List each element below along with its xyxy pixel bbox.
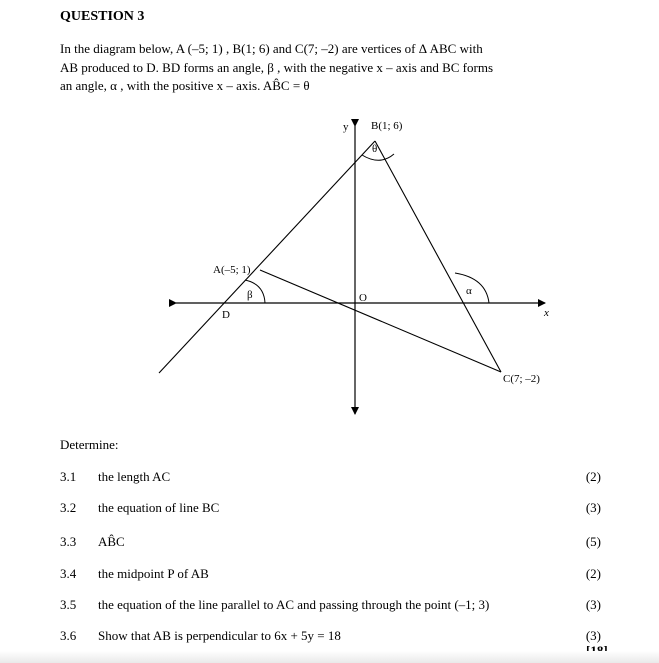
theta-arc bbox=[362, 154, 394, 160]
line-bc bbox=[375, 141, 501, 372]
question-text: the equation of line BC bbox=[98, 500, 220, 515]
question-row bbox=[60, 469, 605, 487]
question-number: 3.1 bbox=[60, 469, 77, 484]
determine-label: Determine: bbox=[60, 437, 119, 452]
question-marks: (2) bbox=[585, 566, 601, 581]
page-bottom-edge bbox=[0, 651, 659, 663]
question-marks: (3) bbox=[585, 628, 601, 643]
question-number: 3.5 bbox=[60, 597, 77, 612]
question-row bbox=[60, 566, 605, 584]
beta-label: β bbox=[247, 289, 253, 301]
question-text: Show that AB is perpendicular to 6x + 5y = 18 bbox=[98, 628, 341, 643]
question-text: the length AC bbox=[98, 469, 171, 484]
question-marks: (5) bbox=[585, 534, 601, 549]
intro-line-3: an angle, α , with the positive x – axis. AB̂C = θ bbox=[60, 78, 310, 93]
question-marks: (2) bbox=[585, 469, 601, 484]
question-text: the midpoint P of AB bbox=[98, 566, 209, 581]
question-number: 3.3 bbox=[60, 534, 77, 549]
question-row bbox=[60, 534, 605, 552]
line-ab-produced bbox=[159, 141, 378, 373]
question-row bbox=[60, 628, 605, 646]
question-text: AB̂C bbox=[98, 534, 125, 549]
question-number: 3.4 bbox=[60, 566, 77, 581]
origin-label: O bbox=[359, 292, 367, 304]
line-ac bbox=[260, 270, 501, 372]
intro-line-2: AB produced to D. BD forms an angle, β , with the negative x – axis and BC forms bbox=[60, 59, 494, 75]
point-d-label: D bbox=[222, 309, 230, 321]
x-axis-label: x bbox=[544, 307, 549, 319]
point-a-label: A(–5; 1) bbox=[213, 264, 251, 276]
alpha-label: α bbox=[466, 285, 472, 297]
intro-line-1: In the diagram below, A (–5; 1) , B(1; 6) and C(7; –2) are vertices of Δ ABC with bbox=[60, 41, 483, 56]
question-text: the equation of the line parallel to AC and passing through the point (–1; 3) bbox=[98, 597, 490, 612]
question-number: 3.2 bbox=[60, 500, 77, 515]
question-marks: (3) bbox=[585, 500, 601, 515]
point-b-label: B(1; 6) bbox=[371, 120, 403, 132]
theta-label: θ bbox=[372, 143, 378, 155]
alpha-arc bbox=[455, 273, 489, 303]
y-axis-label: y bbox=[343, 121, 349, 133]
question-number: 3.6 bbox=[60, 628, 77, 643]
question-title: QUESTION 3 bbox=[60, 9, 145, 24]
question-marks: (3) bbox=[585, 597, 601, 612]
point-c-label: C(7; –2) bbox=[503, 373, 540, 385]
question-row bbox=[60, 500, 605, 518]
question-row bbox=[60, 597, 605, 615]
